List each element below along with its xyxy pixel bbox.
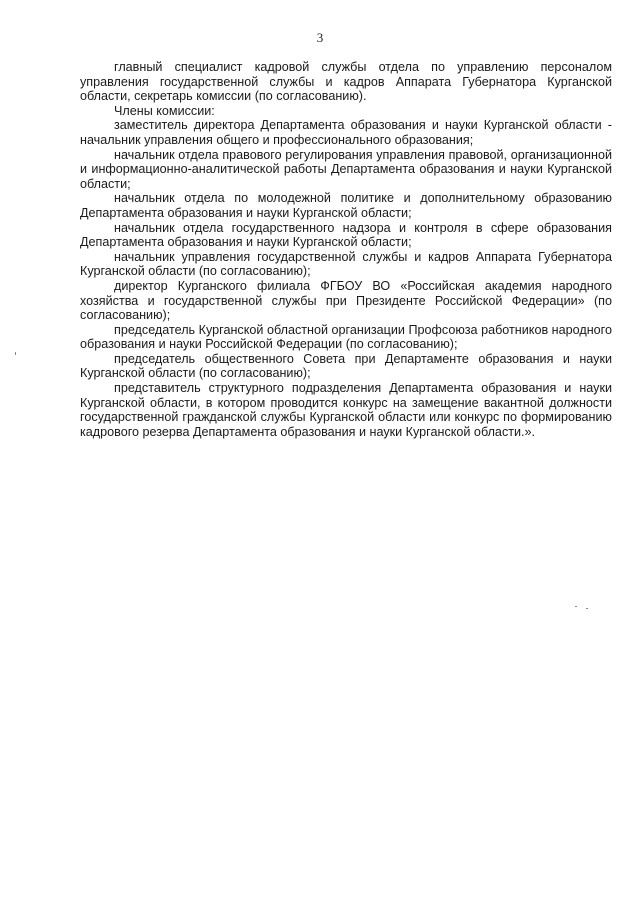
scan-speck <box>575 606 577 607</box>
member-item: заместитель директора Департамента образования и науки Курганской области - начальник управления общего и профессионального образования; <box>80 118 612 147</box>
secretary-paragraph: главный специалист кадровой службы отдела по управлению персоналом управления государственной службы и кадров Аппарата Губернатора Курганской области, секретарь комиссии (по согласованию). <box>80 60 612 104</box>
member-item: представитель структурного подразделения Департамента образования и науки Курганской области, в котором проводится конкурс на замещение вакантной должности государственной гражданской службы Курганской области или конкурс по формированию кадрового резерва Департамента образования и науки Курганской области.». <box>80 381 612 439</box>
scan-speck <box>586 608 588 609</box>
member-item: директор Курганского филиала ФГБОУ ВО «Российская академия народного хозяйства и государственной службы при Президенте Российской Федерации» (по согласованию); <box>80 278 612 323</box>
members-heading: Члены комиссии: <box>114 103 215 118</box>
page-number: 3 <box>316 30 324 45</box>
document-body <box>80 60 612 439</box>
member-item: начальник отдела государственного надзора и контроля в сфере образования Департамента образования и науки Курганской области; <box>80 220 612 250</box>
member-item: начальник отдела правового регулирования управления правовой, организационной и информационно-аналитической работы Департамента образования и науки Курганской области; <box>80 147 612 191</box>
member-item: председатель общественного Совета при Департаменте образования и науки Курганской области (по согласованию); <box>80 351 612 381</box>
member-item: председатель Курганской областной организации Профсоюза работников народного образования и науки Российской Федерации (по согласованию); <box>80 322 612 352</box>
scan-speck <box>15 352 16 355</box>
member-item: начальник отдела по молодежной политике и дополнительному образованию Департамента образования и науки Курганской области; <box>80 191 612 220</box>
member-item: начальник управления государственной службы и кадров Аппарата Губернатора Курганской области (по согласованию); <box>80 249 612 279</box>
